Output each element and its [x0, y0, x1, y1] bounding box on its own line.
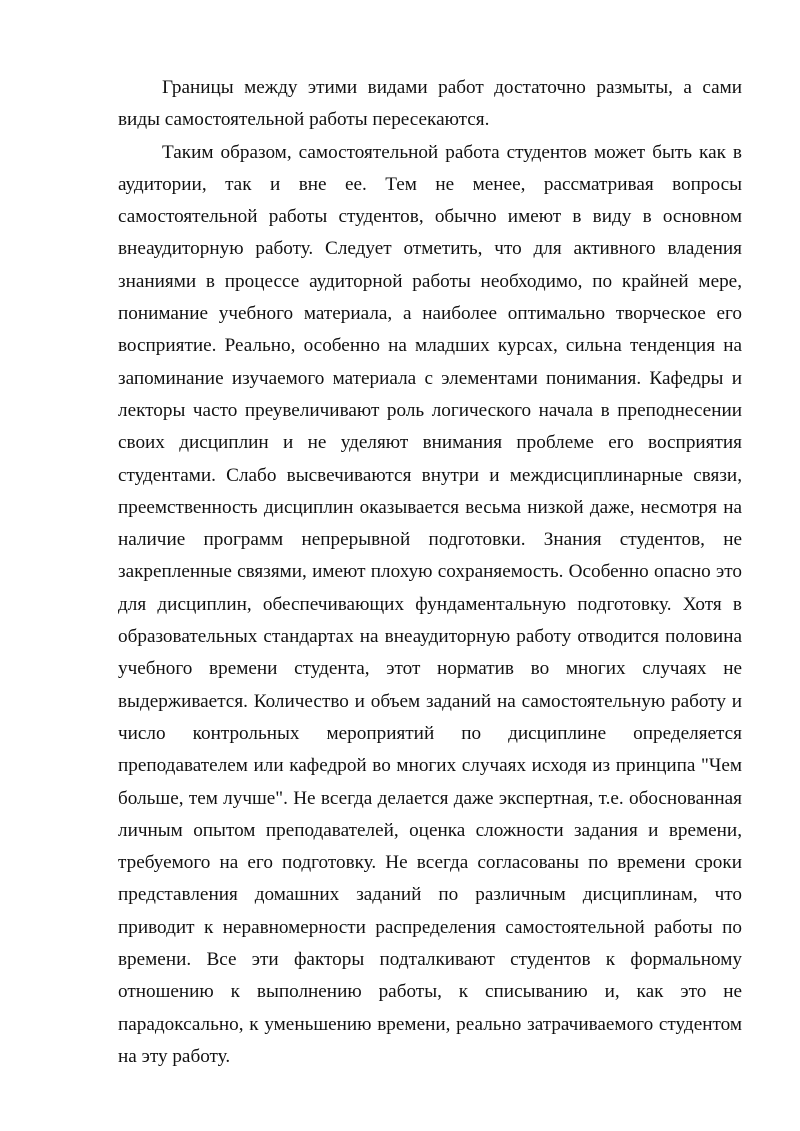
paragraph: Границы между этими видами работ достаточно размыты, а сами виды самостоятельной работы пересекаются. [118, 77, 742, 131]
paragraph: Таким образом, самостоятельной работа студентов может быть как в аудитории, так и вне ее. Тем не менее, рассматривая вопросы самостоятельной работы студентов, обычно имеют в виду в основном внеаудиторную работу. Следует отметить, что для активного владения знаниями в процессе аудиторной работы необходимо, по крайней мере, понимание учебного материала, а наиболее оптимально творческое его восприятие. Реально, особенно на младших курсах, сильна тенденция на запоминание изучаемого материала с элементами понимания. Кафедры и лекторы часто преувеличивают роль логического начала в преподнесении своих дисциплин и не уделяют внимания проблеме его восприятия студентами. Слабо высвечиваются внутри и междисциплинарные связи, преемственность дисциплин оказывается весьма низкой даже, несмотря на наличие программ непрерывной подготовки. Знания студентов, не закрепленные связями, имеют плохую сохраняемость. Особенно опасно это для дисциплин, обеспечивающих фундаментальную подготовку. Хотя в образовательных стандартах на внеаудиторную работу отводится половина учебного времени студента, этот норматив во многих случаях не выдерживается. Количество и объем заданий на самостоятельную работу и число контрольных мероприятий по дисциплине определяется преподавателем или кафедрой во многих случаях исходя из принципа "Чем больше, тем лучше". Не всегда делается даже экспертная, т.е. обоснованная личным опытом преподавателей, оценка сложности задания и времени, требуемого на его подготовку. Не всегда согласованы по времени сроки представления домашних заданий по различным дисциплинам, что приводит к неравномерности распределения самостоятельной работы по времени. Все эти факторы подталкивают студентов к формальному отношению к выполнению работы, к списыванию и, как это не парадоксально, к уменьшению времени, реально затрачиваемого студентом на эту работу. [118, 141, 742, 1067]
document-body [118, 72, 742, 1073]
